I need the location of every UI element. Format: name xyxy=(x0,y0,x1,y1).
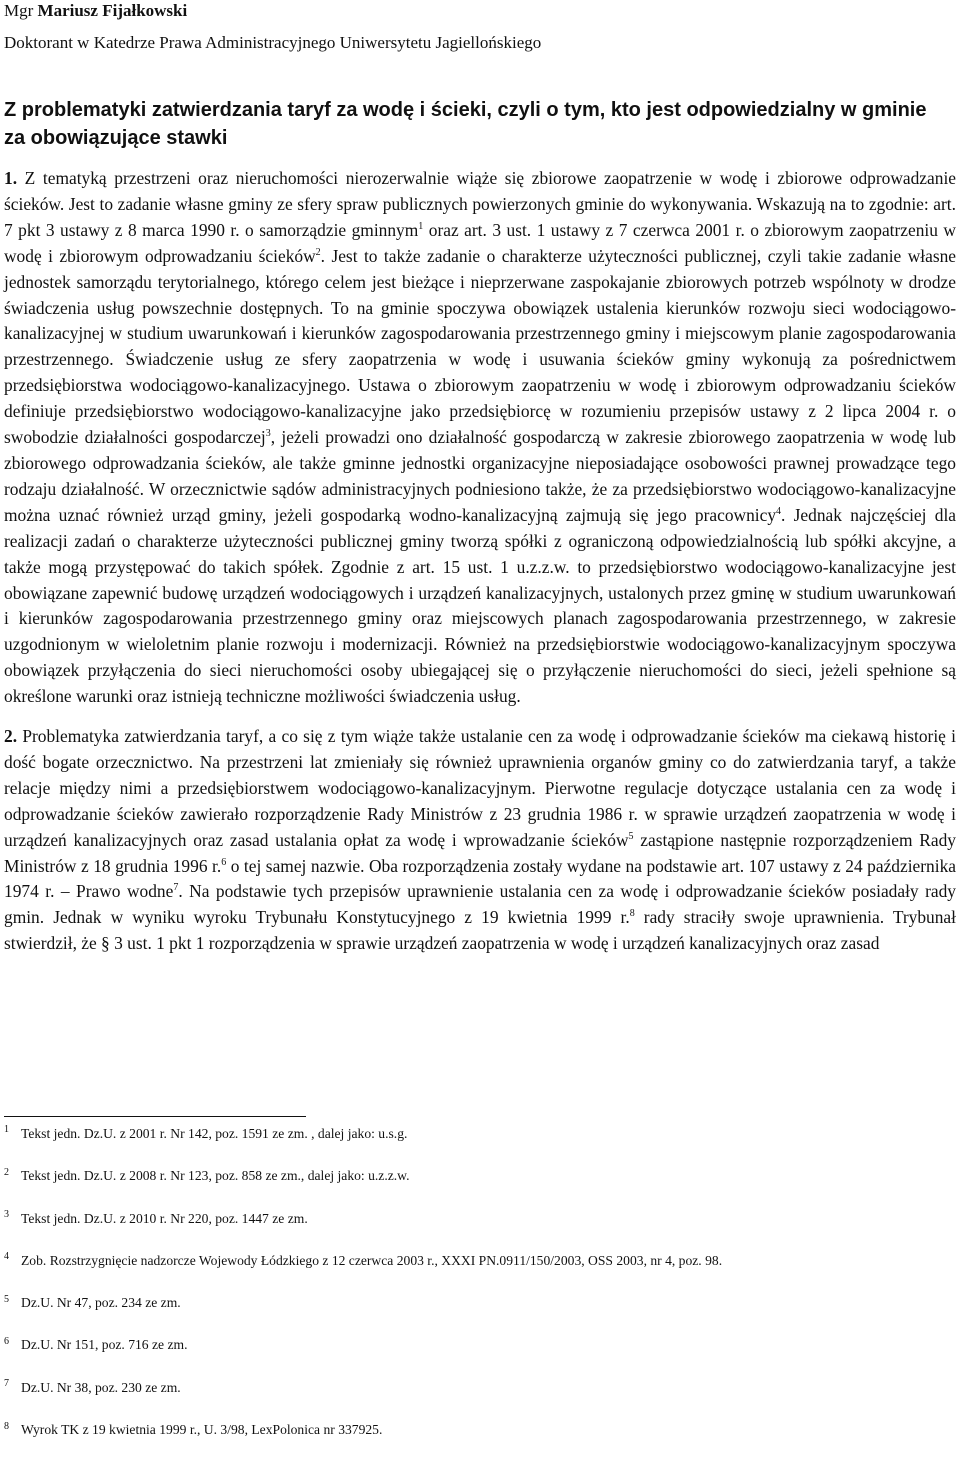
footnote xyxy=(4,1422,944,1438)
paragraph-text: . Jest to także zadanie o charakterze użyteczności publicznej, czyli takie zadanie własne jednostek samorządu terytorialnego, którego celem jest bieżące i nieprzerwane zaspokajanie zbiorowych potrzeb wspólnoty w drodze świadczenia usług powszechnie dostępnych. To na gminie spoczywa obowiązek ustalenia kierunków rozwoju sieci wodociągowo-kanalizacyjnej w studium uwarunkowań i kierunków zagospodarowania przestrzennego gminy i miejscowym planie zagospodarowania przestrzennego. Świadczenie usług ze sfery zaopatrzenia w wodę i usuwania ścieków gminy wykonują za pośrednictwem przedsiębiorstwa wodociągowo-kanalizacyjnego. Ustawa o zbiorowym zaopatrzeniu w wodę i zbiorowym odprowadzaniu ścieków definiuje przedsiębiorstwo wodociągowo-kanalizacyjne jako przedsiębiorcę w rozumieniu przepisów ustawy z 2 lipca 2004 r. o swobodzie działalności gospodarczej xyxy=(4,245,957,448)
footnote-text: Dz.U. Nr 47, poz. 234 ze zm. xyxy=(21,1295,181,1311)
footnote-ref: 2 xyxy=(315,246,321,258)
footnote-text: Tekst jedn. Dz.U. z 2008 r. Nr 123, poz. 858 ze zm., dalej jako: u.z.z.w. xyxy=(21,1168,410,1184)
footnote-ref: 8 xyxy=(629,908,635,920)
footnote-text: Zob. Rozstrzygnięcie nadzorcze Wojewody Łódzkiego z 12 czerwca 2003 r., XXXI PN.0911/150/2003, OSS 2003, nr 4, poz. 98. xyxy=(21,1252,723,1268)
paragraph-text: . Na podstawie tych przepisów uprawnienie ustalania cen za wodę i odprowadzanie ścieków posiadały rady gmin. Jednak w wyniku wyroku Trybunału Konstytucyjnego z 19 kwietnia 1999 r. xyxy=(4,881,956,928)
footnote-number: 1 xyxy=(4,1124,9,1136)
footnote-ref: 5 xyxy=(628,830,634,842)
footnote-ref: 4 xyxy=(776,505,782,517)
document-title: Z problematyki zatwierdzania taryf za wodę i ścieki, czyli o tym, kto jest odpowiedzialny w gminie za obowiązujące stawki xyxy=(4,99,927,149)
paragraph-text: , jeżeli prowadzi ono działalność gospodarczą w zakresie zbiorowego zaopatrzenia w wodę lub zbiorowego odprowadzania ścieków, ale także gminne jednostki organizacyjne nieposiadające osobowości prawnej prowadzące tego rodzaju działalność. W orzecznictwie sądów administracyjnych podniesiono także, że za przedsiębiorstwo wodociągowo-kanalizacyjne można uznać również urząd gminy, jeżeli gospodarką wodno-kanalizacyjną zajmują się jego pracownicy xyxy=(4,427,956,525)
footnote-number: 7 xyxy=(4,1378,9,1390)
footnote-text: Tekst jedn. Dz.U. z 2010 r. Nr 220, poz. 1447 ze zm. xyxy=(21,1210,308,1226)
footnote xyxy=(4,1380,944,1396)
footnote-number: 3 xyxy=(4,1209,9,1221)
paragraph-text: rady straciły swoje uprawnienia. Trybunał stwierdził, że § 3 ust. 1 pkt 1 rozporządzenia w sprawie urządzeń zaopatrzenia w wodę i urządzeń kanalizacyjnych oraz zasad xyxy=(4,907,956,954)
paragraph-text: zastąpione następnie rozporządzeniem Rady Ministrów z 18 grudnia 1996 r. xyxy=(4,829,956,876)
paragraph-text: Z tematyką przestrzeni oraz nieruchomości nierozerwalnie wiąże się zbiorowe zaopatrzenie w wodę i zbiorowe odprowadzanie ścieków. Jest to zadanie własne gminy ze sfery spraw publicznych powierzonych gminie do wykonywania. Wskazują na to zgodnie: art. 7 pkt 3 ustawy z 8 marca 1990 r. o samorządzie gminnym xyxy=(4,168,956,240)
author-prefix: Mgr xyxy=(4,1,34,20)
footnote-text: Tekst jedn. Dz.U. z 2001 r. Nr 142, poz. 1591 ze zm. , dalej jako: u.s.g. xyxy=(21,1126,408,1141)
paragraph-text: . Jednak najczęściej dla realizacji zadań o charakterze użyteczności publicznej gminy tworzą spółki z ograniczoną odpowiedzialnością lub spółki akcyjne, a także mogą przystępować do takich spółek. Zgodnie z art. 15 ust. 1 u.z.z.w. to przedsiębiorstwo wodociągowo-kanalizacyjne jest obowiązane zapewnić budowę urządzeń wodociągowych i urządzeń kanalizacyjnych, ustalonych przez gminę w studium uwarunkowań i kierunków zagospodarowania przestrzennego gminy oraz miejscowych planach zagospodarowania przestrzennego, w zakresie uzgodnionym w wieloletnim planie rozwoju i modernizacji. Również na przedsiębiorstwie wodociągowo-kanalizacyjnym spoczywa obowiązek przyłączenia do sieci nieruchomości osoby ubiegającej się o przyłączenie nieruchomości do sieci, jeżeli spełnione są określone warunki oraz istnieją techniczne możliwości świadczenia usług. xyxy=(4,504,956,707)
footnotes xyxy=(4,1126,944,1464)
footnote-text: Dz.U. Nr 38, poz. 230 ze zm. xyxy=(21,1379,181,1395)
paragraph-text: oraz art. 3 ust. 1 ustawy z 7 czerwca 2001 r. o zbiorowym zaopatrzeniu w wodę i zbiorowym odprowadzaniu ścieków xyxy=(4,219,956,266)
footnote-number: 4 xyxy=(4,1251,9,1263)
footnote-separator xyxy=(4,1116,306,1117)
author-name: Mariusz Fijałkowski xyxy=(37,1,188,20)
footnote xyxy=(4,1168,944,1184)
author-affiliation: Doktorant w Katedrze Prawa Administracyjnego Uniwersytetu Jagiellońskiego xyxy=(4,33,542,52)
footnote-ref: 1 xyxy=(418,221,424,233)
footnote xyxy=(4,1295,944,1311)
paragraph-number: 2. xyxy=(4,726,18,747)
paragraph-text: Problematyka zatwierdzania taryf, a co się z tym wiąże także ustalanie cen za wodę i odprowadzanie ścieków ma ciekawą historię i dość bogate orzecznictwo. Na przestrzeni lat zmieniały się również uprawnienia organów gminy co do zatwierdzania taryf, a także relacje między nimi a przedsiębiorstwem wodociągowo-kanalizacyjnym. Pierwotne regulacje dotyczące ustalania cen za wodę i odprowadzanie ścieków zawierało rozporządzenie Rady Ministrów z 23 grudnia 1986 r. w sprawie urządzeń zaopatrzenia w wodę i urządzeń kanalizacyjnych oraz zasad ustalania opłat za wodę i wprowadzanie ścieków xyxy=(4,726,956,850)
author-line xyxy=(4,0,187,22)
footnote xyxy=(4,1253,944,1269)
footnote xyxy=(4,1126,944,1142)
paragraph-text: o tej samej nazwie. Oba rozporządzenia zostały wydane na podstawie art. 107 ustawy z 24 października 1974 r. – Prawo wodne xyxy=(4,855,956,902)
footnote-ref: 3 xyxy=(265,428,271,440)
document-body xyxy=(4,166,956,957)
footnote-text: Dz.U. Nr 151, poz. 716 ze zm. xyxy=(21,1337,188,1353)
footnote-number: 8 xyxy=(4,1420,9,1432)
footnote-text: Wyrok TK z 19 kwietnia 1999 r., U. 3/98, LexPolonica nr 337925. xyxy=(21,1422,383,1438)
paragraph-1 xyxy=(4,166,956,710)
footnote-number: 2 xyxy=(4,1166,9,1178)
footnote-number: 5 xyxy=(4,1293,9,1305)
footnote-ref: 7 xyxy=(173,882,179,894)
footnote-number: 6 xyxy=(4,1335,9,1347)
footnote xyxy=(4,1211,944,1227)
paragraph-number: 1. xyxy=(4,168,18,188)
footnote xyxy=(4,1337,944,1353)
paragraph-2 xyxy=(4,724,956,957)
footnote-ref: 6 xyxy=(221,856,227,868)
